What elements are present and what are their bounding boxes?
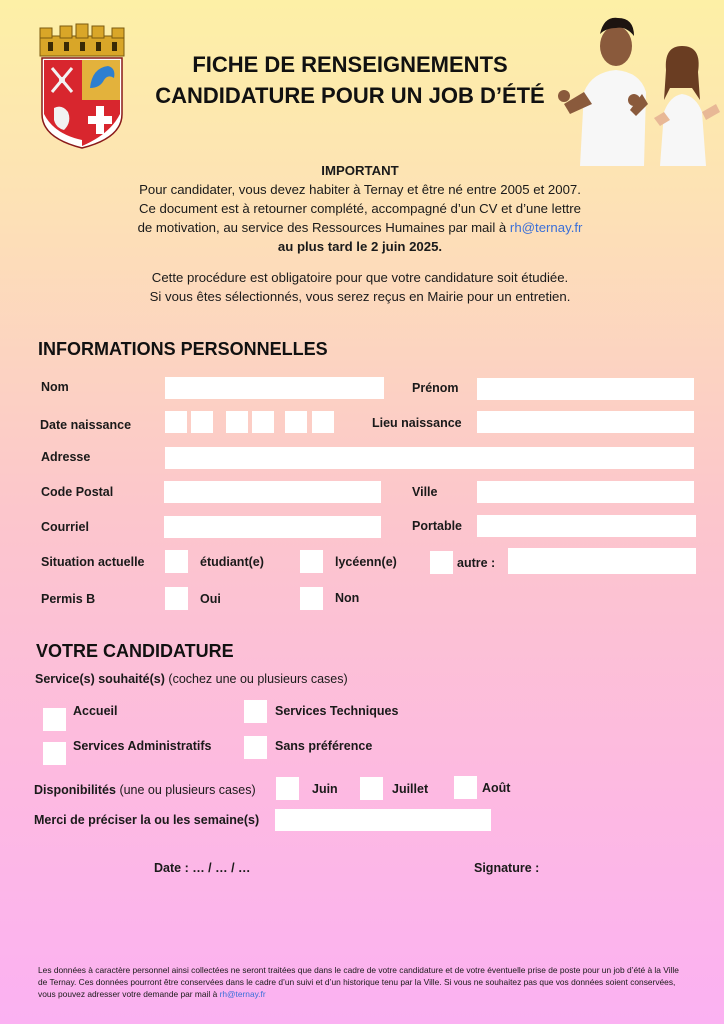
gdpr-notice — [38, 964, 690, 1000]
semaines-input[interactable] — [275, 809, 491, 831]
important-line-3-text: de motivation, au service des Ressources Humaines par mail à — [137, 220, 510, 235]
lieu-naissance-input[interactable] — [477, 411, 694, 433]
page-title-line-1: FICHE DE RENSEIGNEMENTS — [192, 52, 508, 77]
permis-oui-checkbox[interactable] — [165, 587, 188, 610]
aout-label: Août — [482, 781, 511, 795]
disponibilites-label — [34, 783, 256, 797]
deadline-text: au plus tard le 2 juin 2025. — [277, 239, 443, 254]
adresse-label: Adresse — [41, 450, 91, 464]
adresse-input[interactable] — [165, 447, 694, 469]
sans-preference-label: Sans préférence — [275, 739, 373, 753]
lyceen-checkbox[interactable] — [300, 550, 323, 573]
prenom-label: Prénom — [412, 381, 459, 395]
footer-email-link[interactable]: rh@ternay.fr — [219, 989, 266, 999]
ville-label: Ville — [412, 485, 438, 499]
courriel-label: Courriel — [41, 520, 89, 534]
important-line-5: Cette procédure est obligatoire pour que votre candidature soit étudiée. — [151, 270, 569, 285]
candidature-heading: VOTRE CANDIDATURE — [36, 641, 234, 661]
situation-label: Situation actuelle — [41, 555, 145, 569]
juin-label: Juin — [312, 782, 338, 796]
semaines-label: Merci de préciser la ou les semaine(s) — [34, 813, 260, 827]
portable-input[interactable] — [477, 515, 696, 537]
code-postal-label: Code Postal — [41, 485, 114, 499]
portable-label: Portable — [412, 519, 463, 533]
birth-day-digit-2[interactable] — [191, 411, 213, 433]
services-hint: (cochez une ou plusieurs cases) — [168, 672, 348, 686]
students-photo — [556, 8, 724, 168]
permis-non-checkbox[interactable] — [300, 587, 323, 610]
birth-month-digit-1[interactable] — [226, 411, 248, 433]
ville-input[interactable] — [477, 481, 694, 503]
sans-preference-checkbox[interactable] — [244, 736, 267, 759]
prenom-input[interactable] — [477, 378, 694, 400]
lyceen-label: lycéenn(e) — [335, 555, 397, 569]
coat-of-arms-logo — [34, 22, 130, 150]
disponibilites-hint: (une ou plusieurs cases) — [119, 783, 256, 797]
important-line-1: Pour candidater, vous devez habiter à Ternay et être né entre 2005 et 2007. — [139, 182, 581, 197]
date-field[interactable]: Date : … / … / … — [154, 861, 251, 875]
nom-label: Nom — [41, 380, 69, 394]
important-line-6: Si vous êtes sélectionnés, vous serez reçus en Mairie pour un entretien. — [149, 289, 571, 304]
techniques-checkbox[interactable] — [244, 700, 267, 723]
services-label — [35, 672, 348, 686]
nom-input[interactable] — [165, 377, 384, 399]
signature-field[interactable]: Signature : — [474, 861, 540, 875]
accueil-label: Accueil — [73, 704, 118, 718]
juin-checkbox[interactable] — [276, 777, 299, 800]
birth-month-digit-2[interactable] — [252, 411, 274, 433]
administratifs-label: Services Administratifs — [73, 739, 212, 753]
etudiant-checkbox[interactable] — [165, 550, 188, 573]
courriel-input[interactable] — [164, 516, 381, 538]
page-title-line-2: CANDIDATURE POUR UN JOB D’ÉTÉ — [155, 83, 545, 108]
disponibilites-label-text: Disponibilités — [34, 783, 116, 797]
birth-day-digit-1[interactable] — [165, 411, 187, 433]
birth-year-digit-2[interactable] — [312, 411, 334, 433]
gdpr-notice-text: Les données à caractère personnel ainsi collectées ne seront traitées que dans le cadre de votre candidature et de votre éventuelle prise de poste pour un job d’été à la Ville de Ternay. Ces données pourront être conservées dans le cadre d’un suivi et d’un historique tenu par la Ville. Si vous ne souhaitez pas que vos données soient conservées, vous pouvez adresser votre demande par mail à — [38, 965, 679, 999]
lieu-naissance-label: Lieu naissance — [372, 416, 462, 430]
permis-oui-label: Oui — [200, 592, 221, 606]
date-naissance-label: Date naissance — [40, 418, 132, 432]
autre-input[interactable] — [508, 548, 696, 574]
birth-year-digit-1[interactable] — [285, 411, 307, 433]
hr-email-link[interactable]: rh@ternay.fr — [509, 220, 583, 235]
juillet-label: Juillet — [392, 782, 429, 796]
administratifs-checkbox[interactable] — [43, 742, 66, 765]
etudiant-label: étudiant(e) — [200, 555, 264, 569]
important-heading: IMPORTANT — [321, 163, 399, 178]
permis-label: Permis B — [41, 592, 96, 606]
code-postal-input[interactable] — [164, 481, 381, 503]
autre-label: autre : — [457, 556, 496, 570]
juillet-checkbox[interactable] — [360, 777, 383, 800]
autre-checkbox[interactable] — [430, 551, 453, 574]
accueil-checkbox[interactable] — [43, 708, 66, 731]
techniques-label: Services Techniques — [275, 704, 399, 718]
aout-checkbox[interactable] — [454, 776, 477, 799]
services-label-text: Service(s) souhaité(s) — [35, 672, 165, 686]
important-line-3 — [90, 218, 630, 237]
important-line-2: Ce document est à retourner complété, accompagné d’un CV et d’une lettre — [138, 201, 582, 216]
permis-non-label: Non — [335, 591, 360, 605]
personal-info-heading: INFORMATIONS PERSONNELLES — [38, 339, 328, 359]
